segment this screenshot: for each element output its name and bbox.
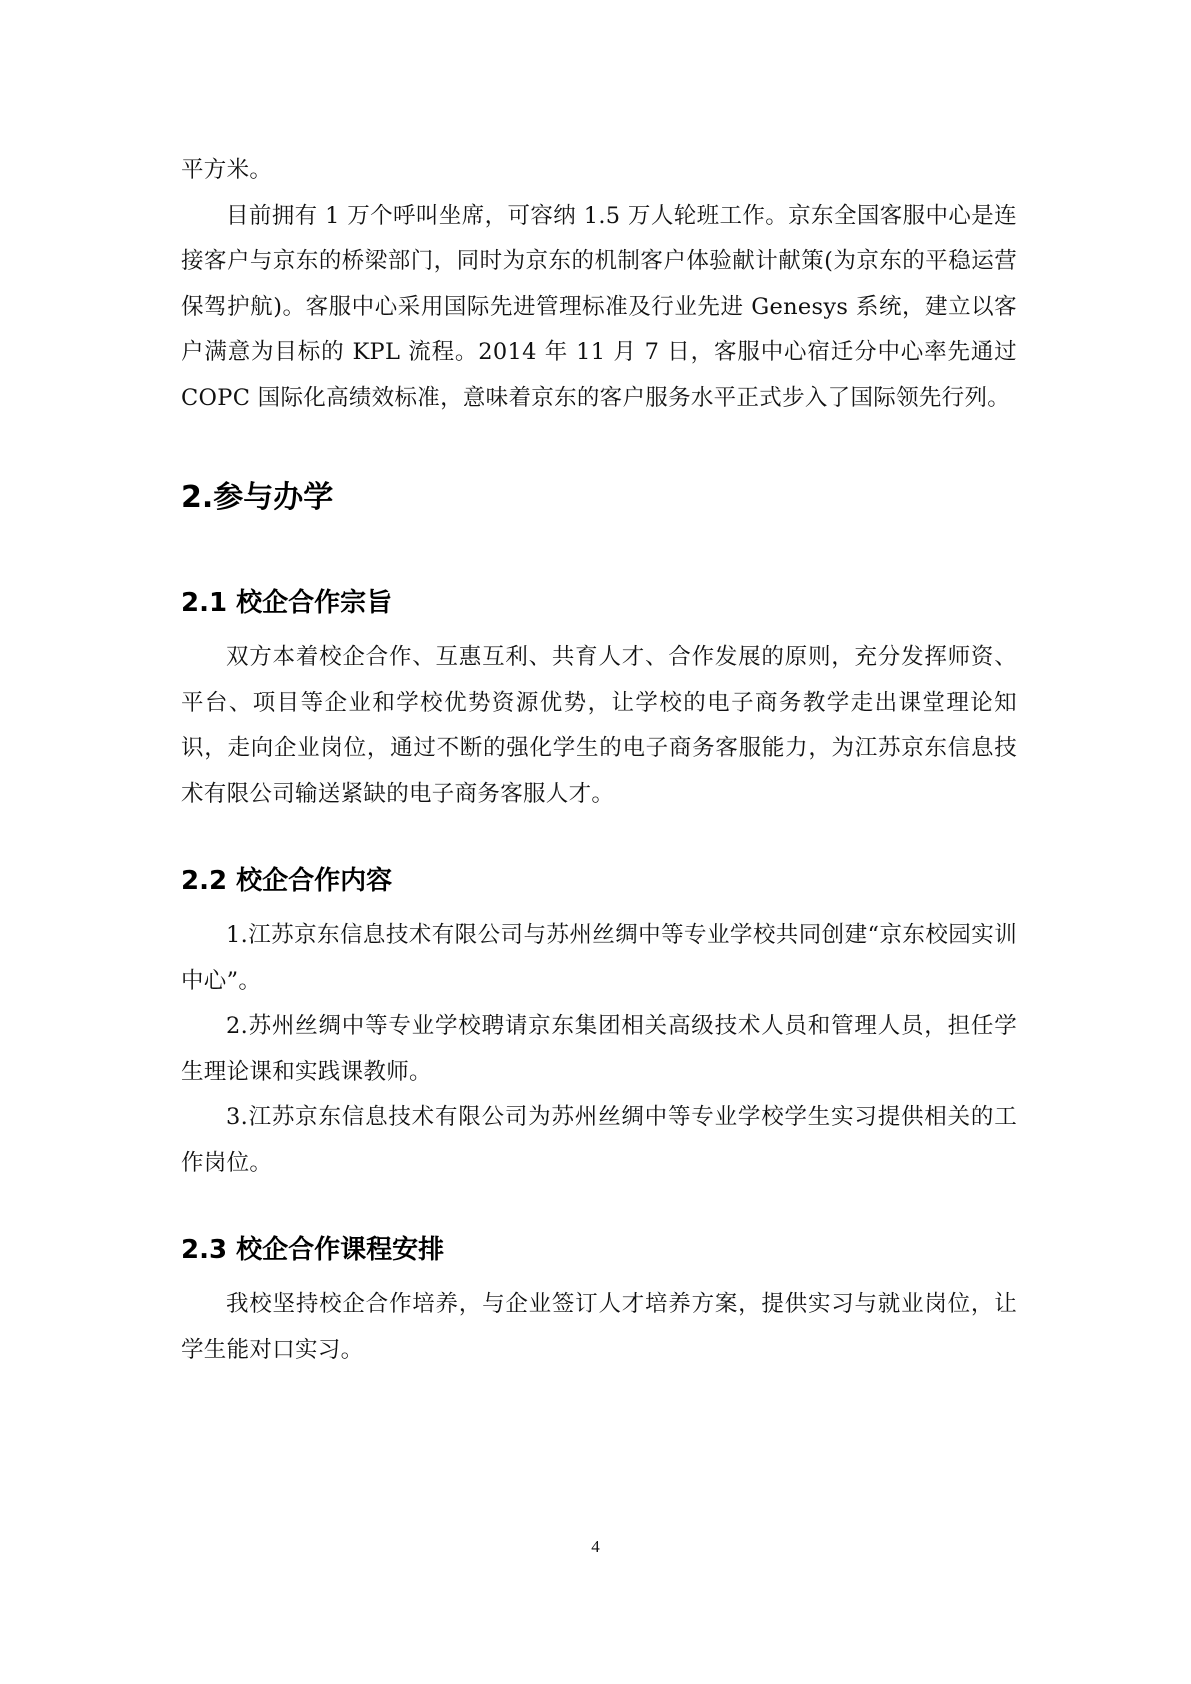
page-number: 4 (591, 1537, 600, 1556)
section-2-2-item-2: 2.苏州丝绸中等专业学校聘请京东集团相关高级技术人员和管理人员，担任学生理论课和实践课教师。 (181, 1013, 1017, 1085)
section-2-2-heading: 2.2 校企合作内容 (181, 866, 393, 896)
section-2-heading: 2.参与办学 (181, 480, 334, 515)
section-2-2-item-3: 3.江苏京东信息技术有限公司为苏州丝绸中等专业学校学生实习提供相关的工作岗位。 (181, 1104, 1017, 1176)
continuation-paragraph: 平方米。 (181, 157, 273, 183)
section-2-1-paragraph: 双方本着校企合作、互惠互利、共育人才、合作发展的原则，充分发挥师资、平台、项目等企业和学校优势资源优势，让学校的电子商务教学走出课堂理论知识，走向企业岗位，通过不断的强化学生的电子商务客服能力，为江苏京东信息技术有限公司输送紧缺的电子商务客服人才。 (181, 644, 1017, 807)
section-2-3-paragraph: 我校坚持校企合作培养，与企业签订人才培养方案，提供实习与就业岗位，让学生能对口实习。 (181, 1291, 1017, 1363)
intro-paragraph: 目前拥有 1 万个呼叫坐席，可容纳 1.5 万人轮班工作。京东全国客服中心是连接客户与京东的桥梁部门，同时为京东的机制客户体验献计献策(为京东的平稳运营保驾护航)。客服中心采用国际先进管理标准及行业先进 Genesys 系统，建立以客户满意为目标的 KPL 流程。2014 年 11 月 7 日，客服中心宿迁分中心率先通过 COPC 国际化高绩效标准，意味着京东的客户服务水平正式步入了国际领先行列。 (181, 202, 1017, 411)
page-content (181, 148, 1017, 1373)
section-2-2-item-1: 1.江苏京东信息技术有限公司与苏州丝绸中等专业学校共同创建“京东校园实训中心”。 (181, 922, 1017, 994)
section-2-3-heading: 2.3 校企合作课程安排 (181, 1235, 445, 1265)
section-2-1-heading: 2.1 校企合作宗旨 (181, 588, 393, 618)
